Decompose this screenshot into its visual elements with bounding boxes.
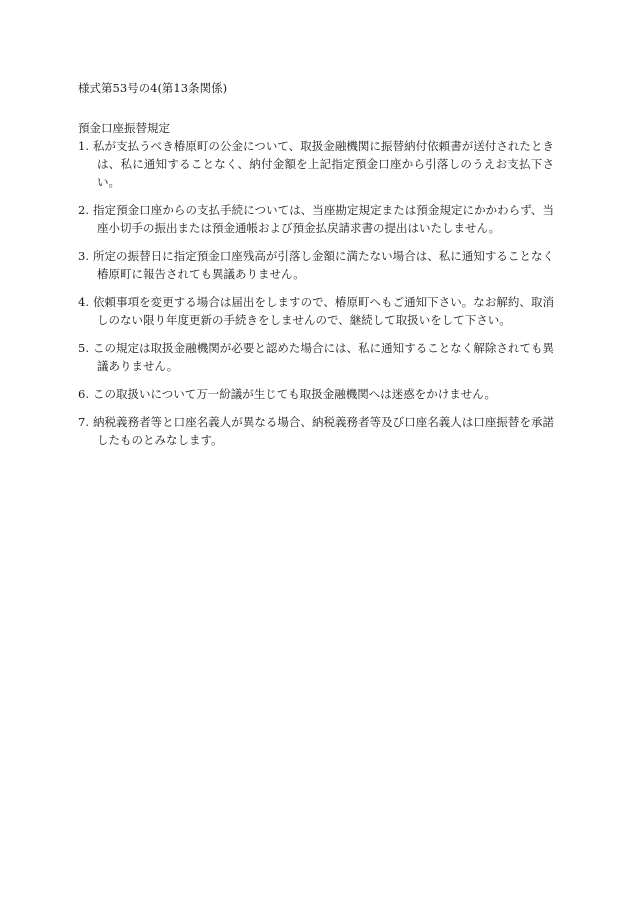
rule-number: 7. (78, 415, 89, 429)
rule-item (78, 293, 554, 329)
rules-list (78, 137, 554, 459)
rule-item (78, 137, 554, 191)
rule-item (78, 247, 554, 283)
rule-number: 6. (78, 387, 89, 401)
rule-text: 指定預金口座からの支払手続については、当座勘定規定または預金規定にかかわらず、当座小切手の振出または預金通帳および預金払戻請求書の提出はいたしません。 (93, 203, 554, 235)
rule-text: 依頼事項を変更する場合は届出をしますので、椿原町へもご通知下さい。なお解約、取消しのない限り年度更新の手続きをしませんので、継続して取扱いをして下さい。 (93, 295, 554, 327)
rule-number: 5. (78, 341, 89, 355)
rule-number: 4. (78, 295, 89, 309)
rule-number: 3. (78, 249, 89, 263)
rule-text: この取扱いについて万一紛議が生じても取扱金融機関へは迷惑をかけません。 (93, 387, 496, 401)
document-title: 預金口座振替規定 (78, 121, 170, 135)
rule-item (78, 201, 554, 237)
rule-text: 私が支払うべき椿原町の公金について、取扱金融機関に振替納付依頼書が送付されたときは、私に通知することなく、納付金額を上記指定預金口座から引落しのうえお支払下さい。 (93, 139, 554, 189)
form-label: 様式第53号の4(第13条関係) (78, 81, 228, 95)
rule-text: 納税義務者等と口座名義人が異なる場合、納税義務者等及び口座名義人は口座振替を承諾したものとみなします。 (93, 415, 554, 447)
rule-text: 所定の振替日に指定預金口座残高が引落し金額に満たない場合は、私に通知することなく椿原町に報告されても異議ありません。 (93, 249, 554, 281)
rule-number: 1. (78, 139, 89, 153)
rule-item (78, 413, 554, 449)
rule-item (78, 385, 554, 403)
rule-item (78, 339, 554, 375)
rule-number: 2. (78, 203, 89, 217)
rule-text: この規定は取扱金融機関が必要と認めた場合には、私に通知することなく解除されても異議ありません。 (93, 341, 554, 373)
